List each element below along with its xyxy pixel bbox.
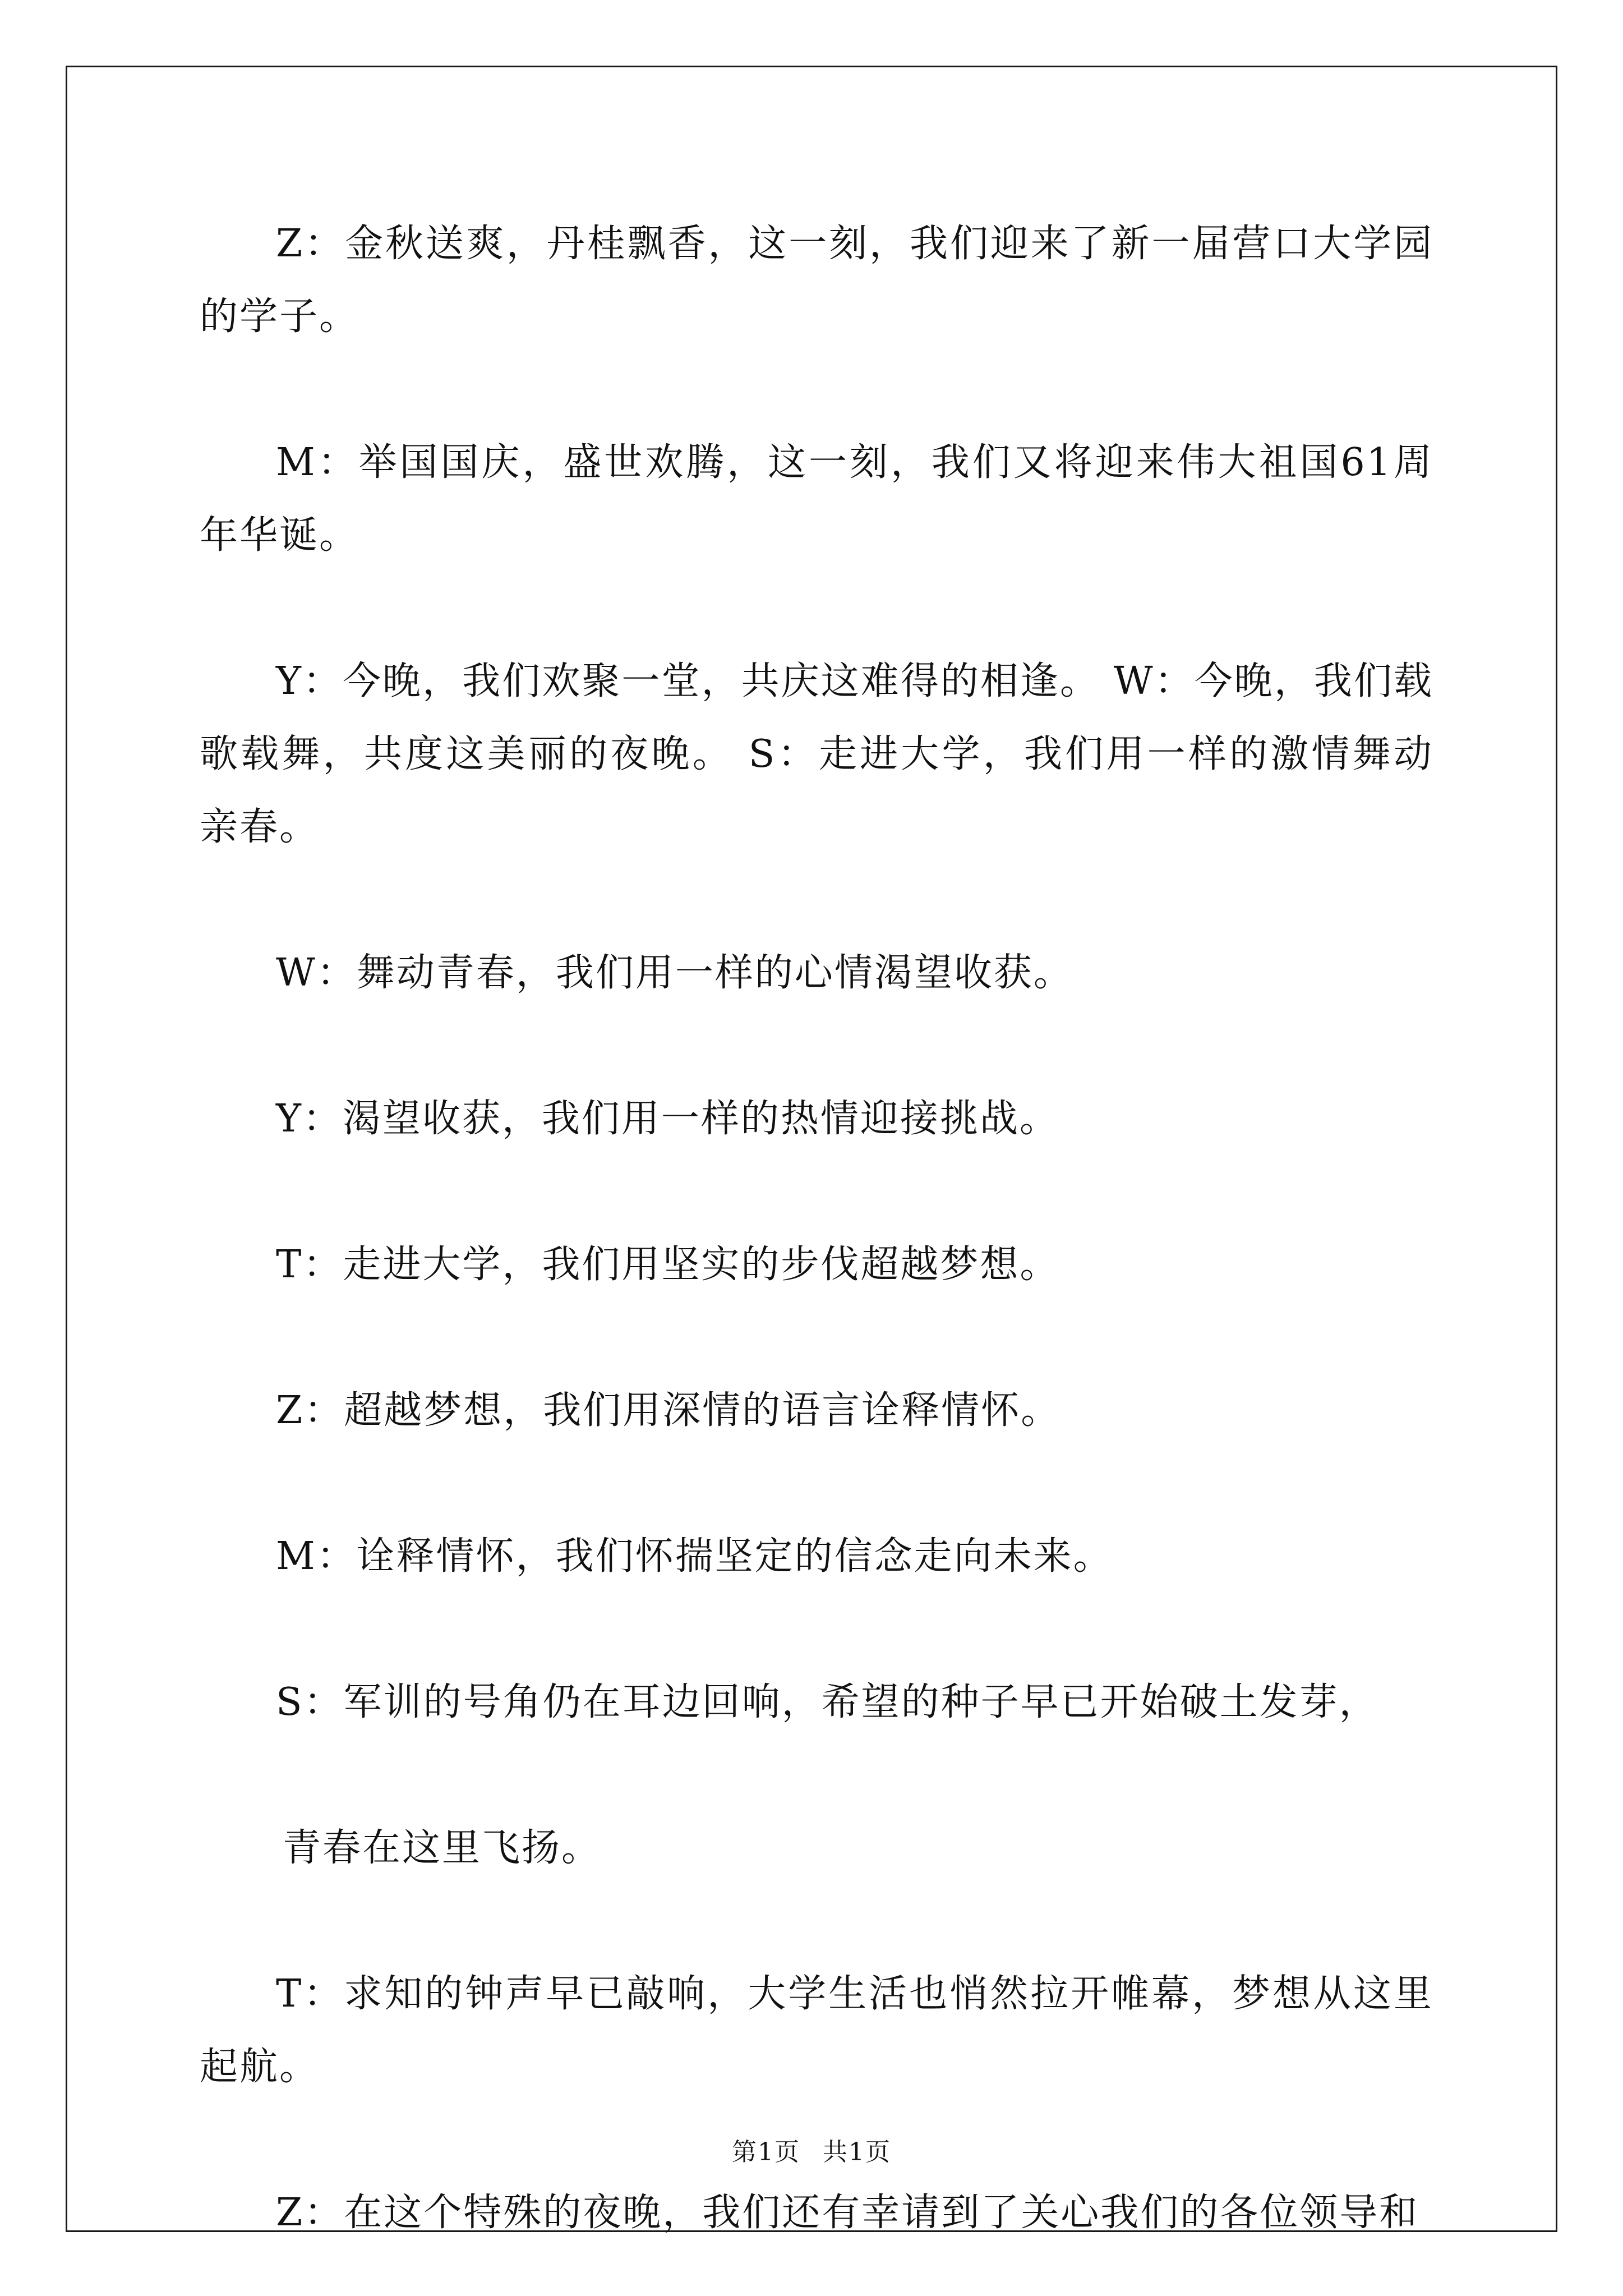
page-total: 共1页 — [823, 2138, 891, 2166]
paragraph: Z：金秋送爽，丹桂飘香，这一刻，我们迎来了新一届营口大学园的学子。 — [200, 222, 1433, 339]
paragraph: M：诠释情怀，我们怀揣坚定的信念走向未来。 — [276, 1534, 1113, 1579]
paragraph: W：舞动青春，我们用一样的心情渴望收获。 — [276, 951, 1073, 995]
paragraph: T：走进大学，我们用坚实的步伐超越梦想。 — [276, 1243, 1060, 1287]
paragraph: Y：渴望收获，我们用一样的热情迎接挑战。 — [276, 1097, 1059, 1141]
paragraph: S：军训的号角仍在耳边回响，希望的种子早已开始破土发芽， — [276, 1680, 1379, 1724]
page-number: 第1页 — [732, 2138, 800, 2166]
page-footer — [0, 2132, 1623, 2168]
paragraph: T：求知的钟声早已敲响，大学生活也悄然拉开帷幕，梦想从这里起航。 — [200, 1972, 1433, 2089]
paragraph: 青春在这里飞扬。 — [283, 1826, 602, 1870]
paragraph: Z：在这个特殊的夜晚，我们还有幸请到了关心我们的各位领导和 — [276, 2191, 1419, 2235]
document-body — [200, 208, 1433, 2249]
paragraph: Y：今晚，我们欢聚一堂，共庆这难得的相逢。 W：今晚，我们载歌载舞，共度这美丽的夜晚。 S：走进大学，我们用一样的激情舞动亲春。 — [200, 659, 1433, 849]
paragraph: M：举国国庆，盛世欢腾，这一刻，我们又将迎来伟大祖国61周年华诞。 — [200, 440, 1433, 558]
paragraph: Z：超越梦想，我们用深情的语言诠释情怀。 — [276, 1388, 1061, 1433]
